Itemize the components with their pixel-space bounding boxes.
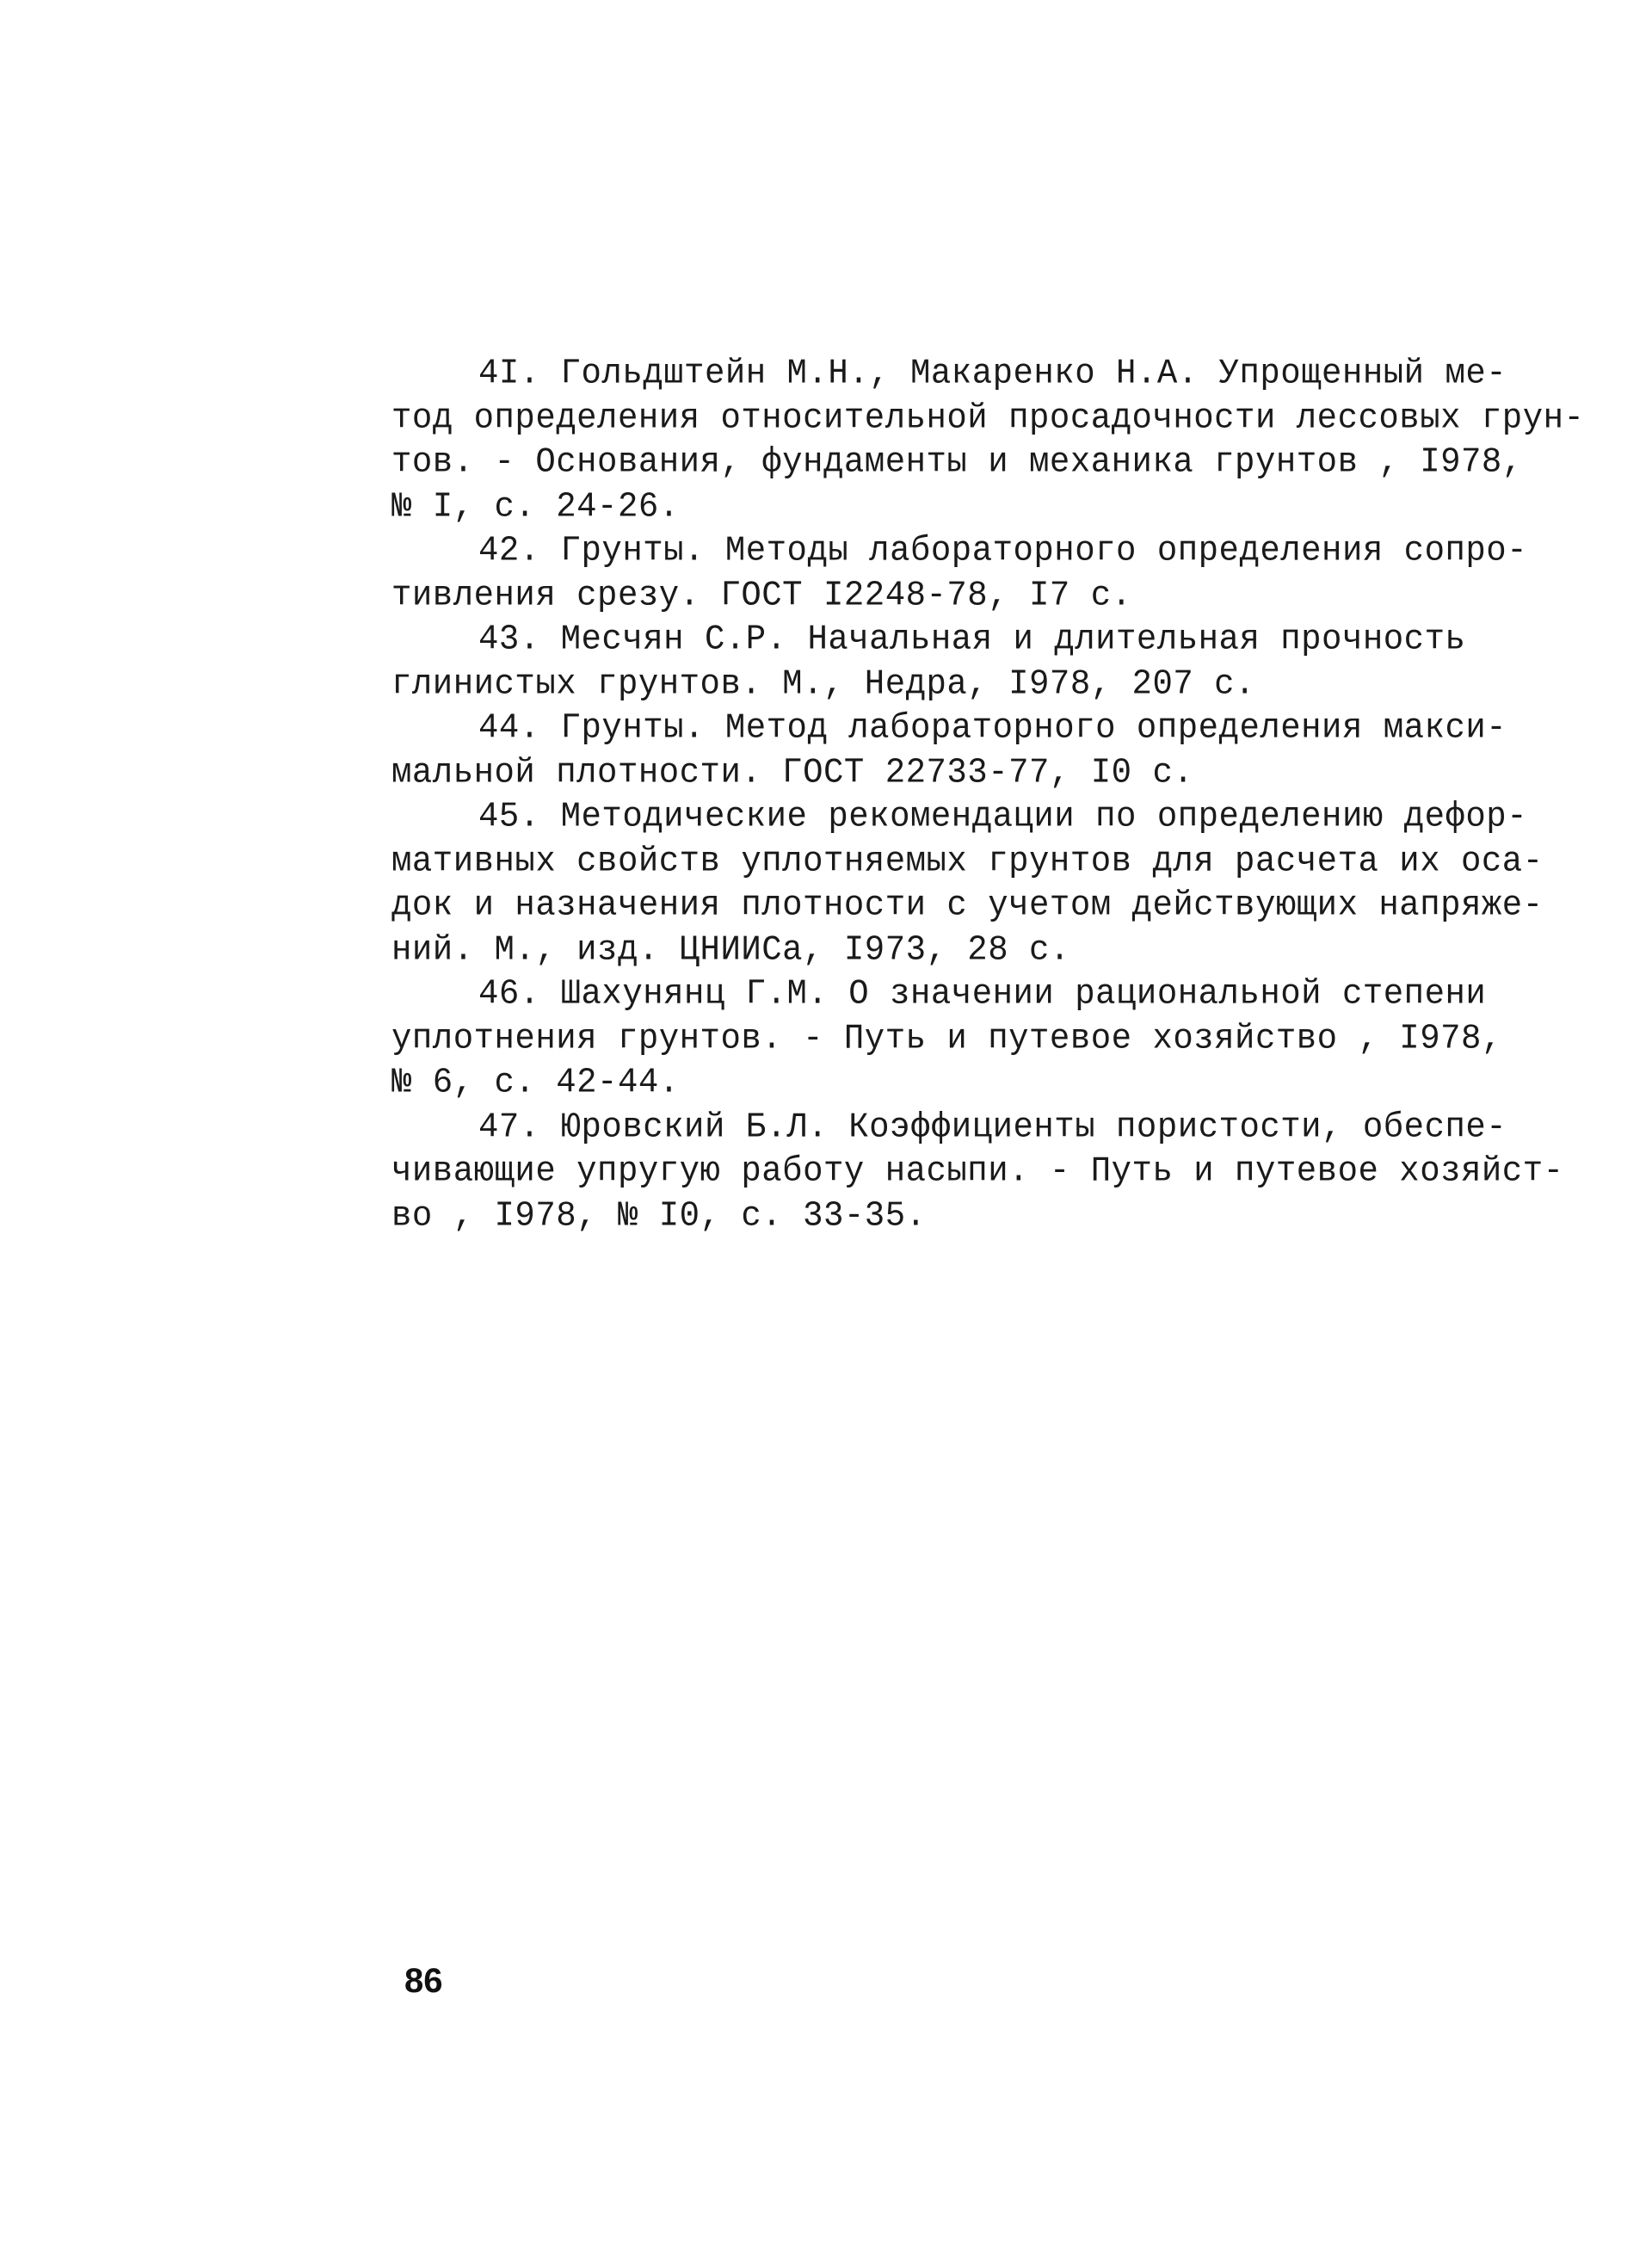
reference-44-line: мальной плотности. ГОСТ 22733-77, I0 с. — [391, 752, 1194, 793]
reference-44-first-line: 44. Грунты. Метод лабораторного определения макси- — [478, 707, 1507, 749]
reference-41-line: № I, с. 24-26. — [391, 486, 680, 527]
reference-47-first-line: 47. Юровский Б.Л. Коэффициенты пористости, обеспе- — [478, 1107, 1507, 1147]
reference-46-first-line: 46. Шахунянц Г.М. О значении рациональной степени — [478, 973, 1487, 1015]
reference-43-line: глинистых грунтов. М., Недра, I978, 207 с. — [391, 663, 1255, 704]
reference-45-line: ний. М., изд. ЦНИИСа, I973, 28 с. — [391, 929, 1070, 970]
page-number: 86 — [404, 1962, 443, 2000]
reference-41-line: тод определения относительной просадочности лессовых грун- — [391, 398, 1585, 438]
reference-42-first-line: 42. Грунты. Методы лабораторного определения сопро- — [478, 530, 1528, 571]
reference-45-line: мативных свойств уплотняемых грунтов для расчета их оса- — [391, 841, 1544, 881]
reference-47-line: чивающие упругую работу насыпи. - Путь и путевое хозяйст- — [391, 1151, 1564, 1192]
reference-41-line: тов. - Основания, фундаменты и механика грунтов , I978, — [391, 441, 1523, 483]
reference-47-line: во , I978, № I0, с. 33-35. — [391, 1195, 927, 1236]
reference-41-first-line: 4I. Гольдштейн М.Н., Макаренко Н.А. Упрощенный ме- — [478, 353, 1507, 394]
reference-43-first-line: 43. Месчян С.Р. Начальная и длительная прочность — [478, 619, 1466, 660]
reference-46-line: № 6, с. 42-44. — [391, 1062, 680, 1103]
reference-45-first-line: 45. Методические рекомендации по определению дефор- — [478, 796, 1528, 837]
reference-42-line: тивления срезу. ГОСТ I2248-78, I7 с. — [391, 575, 1132, 615]
reference-46-line: уплотнения грунтов. - Путь и путевое хозяйство , I978, — [391, 1018, 1502, 1058]
reference-45-line: док и назначения плотности с учетом действующих напряже- — [391, 885, 1544, 926]
